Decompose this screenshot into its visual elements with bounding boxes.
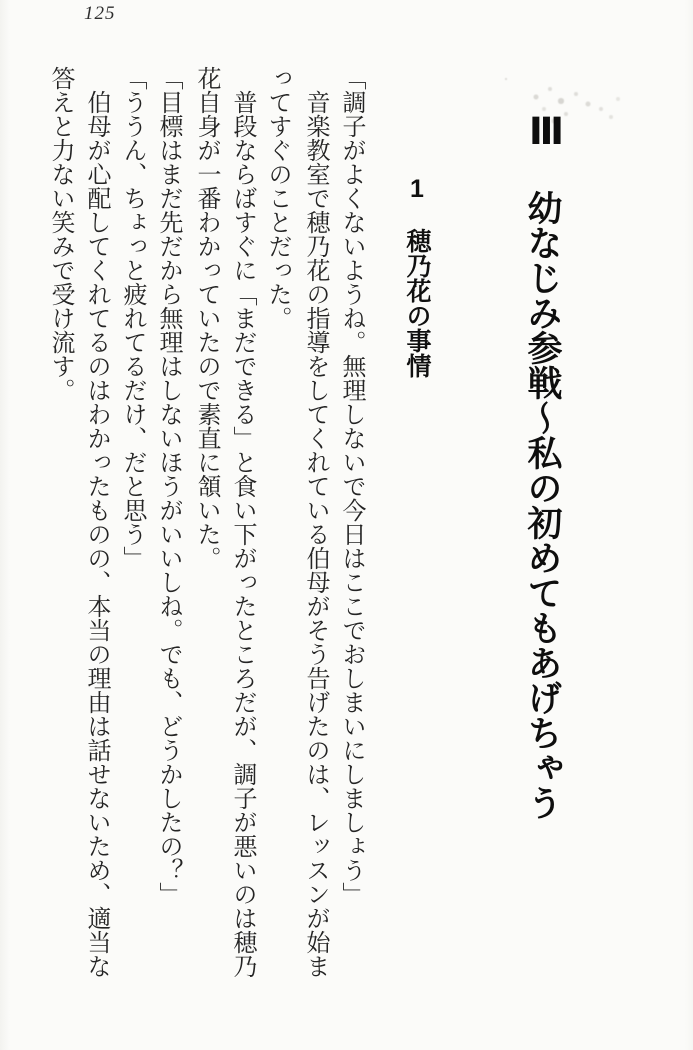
section-heading: 1 穂乃花の事情 [403, 175, 431, 378]
body-column-7: 「ううん、ちょっと疲れてるだけ、だと思う」 [119, 66, 145, 570]
body-column-4: 普段ならばすぐに「まだできる」と食い下がったところだが、調子が悪いのは穂乃 [229, 66, 255, 978]
body-column-3: ってすぐのことだった。 [264, 66, 290, 330]
page-number: 125 [84, 3, 116, 24]
body-column-6: 「目標はまだ先だから無理はしないほうがいいしね。でも、どうかしたの？」 [155, 66, 181, 906]
body-column-5: 花自身が一番わかっていたので素直に頷いた。 [193, 66, 219, 570]
body-column-8: 伯母が心配してくれてるのはわかったものの、本当の理由は話せないため、適当な [83, 66, 109, 978]
body-column-2: 音楽教室で穂乃花の指導をしてくれている伯母がそう告げたのは、レッスンが始ま [302, 66, 328, 978]
body-column-9: 答えと力ない笑みで受け流す。 [47, 66, 73, 402]
chapter-numeral: Ⅲ [526, 110, 567, 153]
body-column-1: 「調子がよくないようね。無理しないで今日はここでおしまいにしましょう」 [338, 66, 364, 906]
chapter-title: 幼なじみ参戦～私の初めてもあげちゃう [523, 190, 562, 820]
print-smudge [505, 78, 507, 80]
